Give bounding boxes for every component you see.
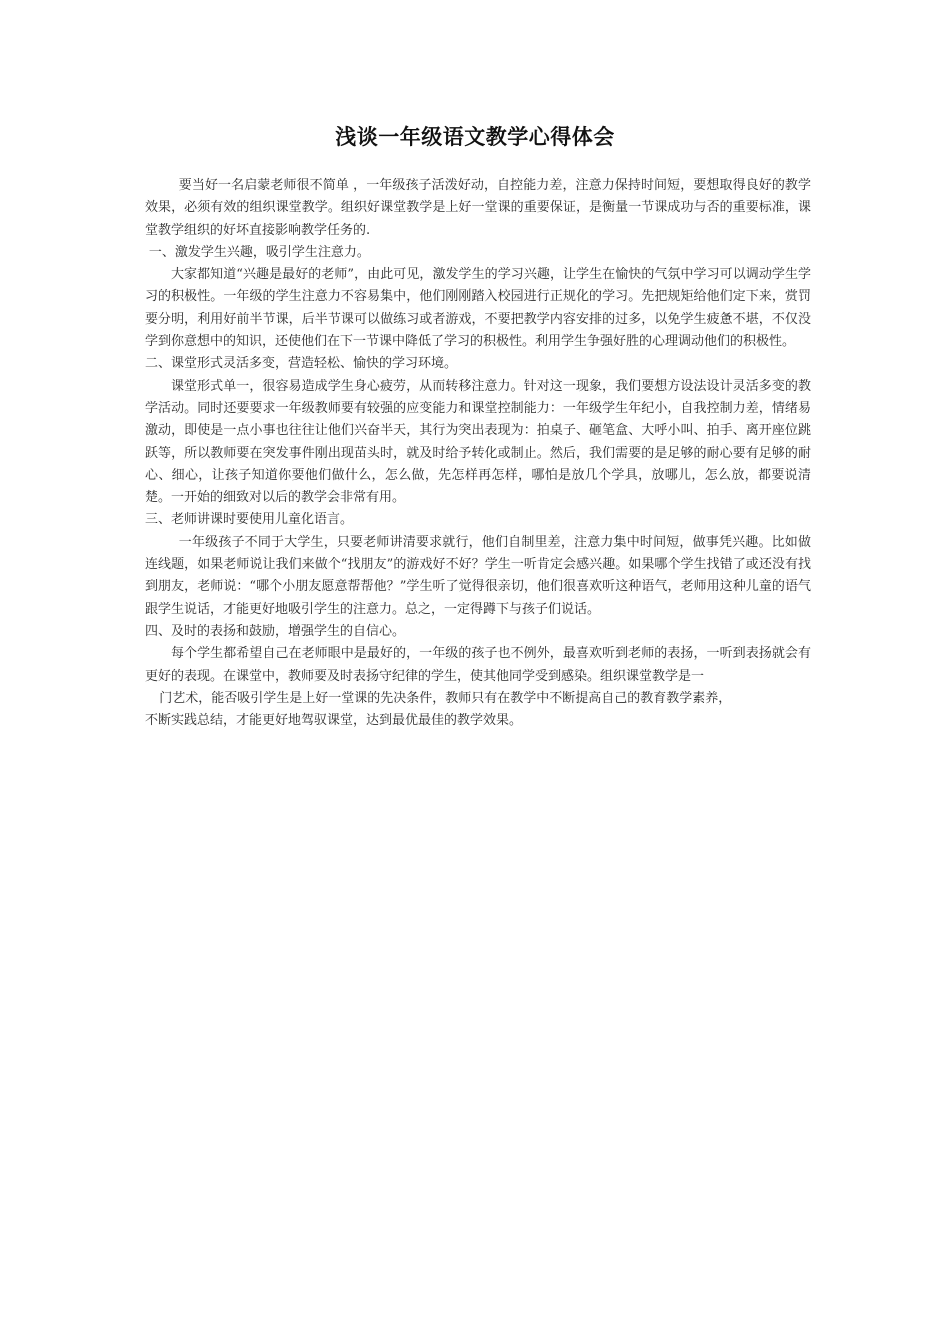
section-heading-3: 三、老师讲课时要使用儿童化语言。 [145,512,354,528]
section-heading-2: 二、课堂形式灵活多变，营造轻松、愉快的学习环境。 [145,356,458,372]
section-paragraph-1: 大家都知道“兴趣是最好的老师”，由此可见，激发学生的学习兴趣，让学生在愉快的气氛中学习可以调动学生学习的积极性。一年级的学生注意力不容易集中，他们刚刚踏入校园进行正规化的学习。先把规矩给他们定下来，赏罚要分明，利用好前半节课，后半节课可以做练习或者游戏，不要把教学内容安排的过多，以免学生疲惫不堪，不仅没学到你意想中的知识，还使他们在下一节课中降低了学习的积极性。利用学生争强好胜的心理调动他们的积极性。 [145,267,811,350]
document-body [145,175,811,732]
section-paragraph-4: 每个学生都希望自己在老师眼中是最好的，一年级的孩子也不例外，最喜欢听到老师的表扬，一听到表扬就会有更好的表现。在课堂中，教师要及时表扬守纪律的学生，使其他同学受到感染。组织课堂教学是一 [145,646,811,684]
section-paragraph-4-line-3: 不断实践总结，才能更好地驾驭课堂，达到最优最佳的教学效果。 [145,713,523,729]
section-heading-4: 四、及时的表扬和鼓励，增强学生的自信心。 [145,623,406,639]
section-paragraph-2: 课堂形式单一，很容易造成学生身心疲劳，从而转移注意力。针对这一现象，我们要想方设法设计灵活多变的教学活动。同时还要要求一年级教师要有较强的应变能力和课堂控制能力：一年级学生年纪小，自我控制力差，情绪易激动，即使是一点小事也往往让他们兴奋半天，其行为突出表现为：拍桌子、砸笔盒、大呼小叫、拍手、离开座位跳跃等，所以教师要在突发事件刚出现苗头时，就及时给予转化或制止。然后，我们需要的是足够的耐心要有足够的耐心、细心，让孩子知道你要他们做什么，怎么做，先怎样再怎样，哪怕是放几个学具，放哪儿，怎么放，都要说清楚。一开始的细致对以后的教学会非常有用。 [145,378,811,506]
document-title: 浅谈一年级语文教学心得体会 [335,125,615,149]
section-paragraph-3: 一年级孩子不同于大学生，只要老师讲清要求就行，他们自制里差，注意力集中时间短，做事凭兴趣。比如做连线题，如果老师说让我们来做个“找朋友”的游戏好不好？学生一听肯定会感兴趣。如果哪个学生找错了或还没有找到朋友，老师说：“哪个小朋友愿意帮帮他？”学生听了觉得很亲切，他们很喜欢听这种语气，老师用这种儿童的语气跟学生说话，才能更好地吸引学生的注意力。总之，一定得蹲下与孩子们说话。 [145,534,811,617]
section-heading-1: 一、激发学生兴趣，吸引学生注意力。 [148,244,370,260]
intro-paragraph: 要当好一名启蒙老师很不简单 ，一年级孩子活泼好动，自控能力差，注意力保持时间短，要想取得良好的教学效果，必须有效的组织课堂教学。组织好课堂教学是上好一堂课的重要保证，是衡量一节课成功与否的重要标准，课堂教学组织的好坏直接影响教学任务的. [145,178,811,238]
section-paragraph-4-line-2: 门艺术，能否吸引学生是上好一堂课的先决条件，教师只有在教学中不断提高自己的教育教学素养， [159,690,732,706]
